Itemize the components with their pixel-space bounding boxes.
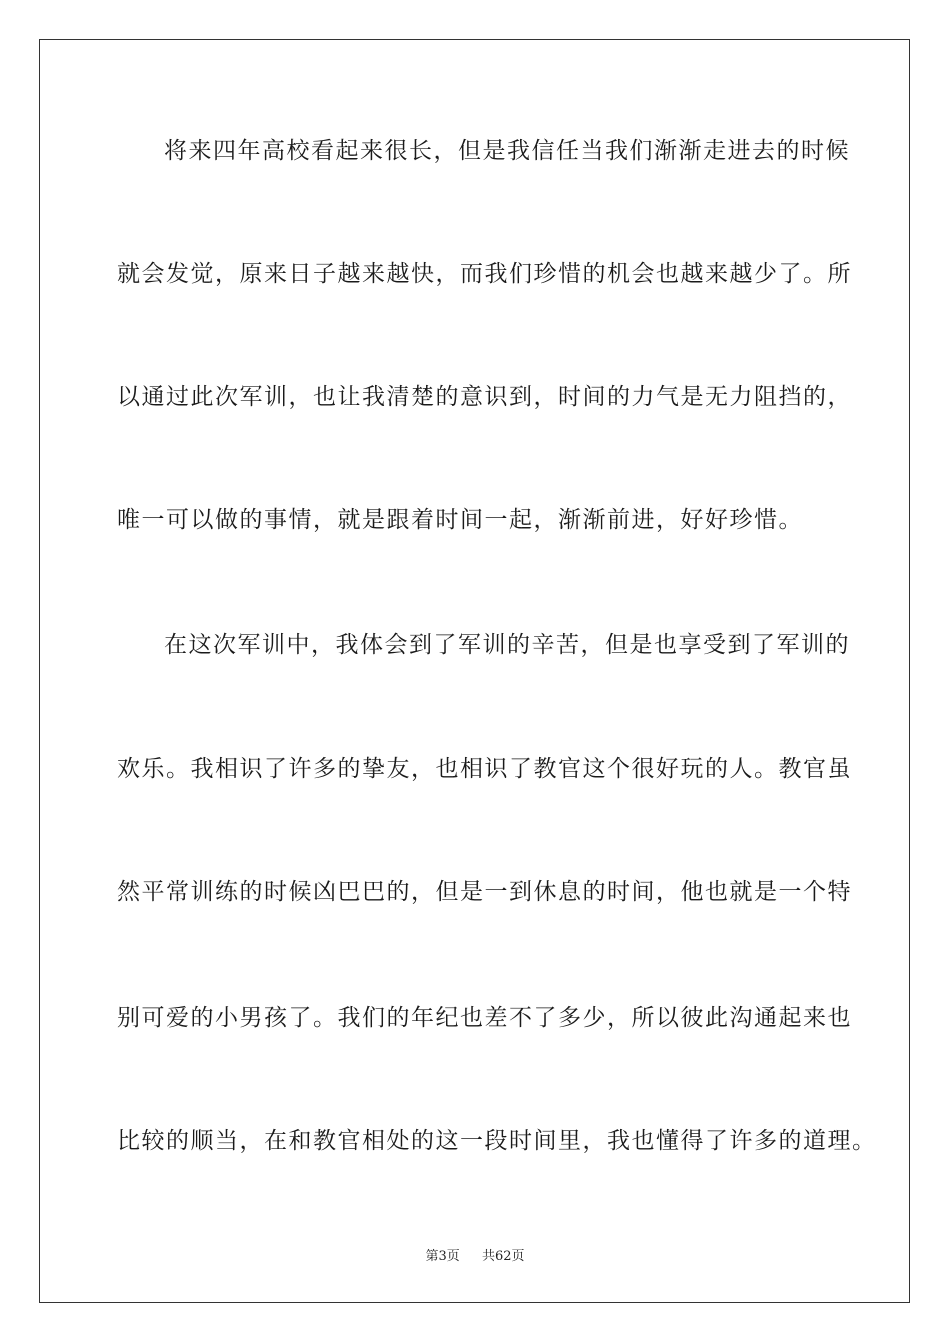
page-border xyxy=(39,39,910,1303)
paragraph-2-line-2: 欢乐。我相识了许多的挚友，也相识了教官这个很好玩的人。教官虽 xyxy=(117,756,852,782)
paragraph-2-line-3: 然平常训练的时候凶巴巴的，但是一到休息的时间，他也就是一个特 xyxy=(117,879,852,905)
paragraph-2-line-5: 比较的顺当，在和教官相处的这一段时间里，我也懂得了许多的道理。 xyxy=(117,1128,877,1154)
page-number: 第3页 xyxy=(425,1249,460,1264)
paragraph-1-line-3: 以通过此次军训，也让我清楚的意识到，时间的力气是无力阻挡的， xyxy=(117,384,852,410)
page-footer xyxy=(0,1248,950,1266)
paragraph-1-line-2: 就会发觉，原来日子越来越快，而我们珍惜的机会也越来越少了。所 xyxy=(117,261,852,287)
paragraph-1-line-4: 唯一可以做的事情，就是跟着时间一起，渐渐前进，好好珍惜。 xyxy=(117,507,803,533)
paragraph-1-line-1: 将来四年高校看起来很长，但是我信任当我们渐渐走进去的时候 xyxy=(164,138,850,164)
page-total: 共62页 xyxy=(482,1249,525,1264)
paragraph-2-line-1: 在这次军训中，我体会到了军训的辛苦，但是也享受到了军训的 xyxy=(164,632,850,658)
paragraph-2-line-4: 别可爱的小男孩了。我们的年纪也差不了多少，所以彼此沟通起来也 xyxy=(117,1005,852,1031)
